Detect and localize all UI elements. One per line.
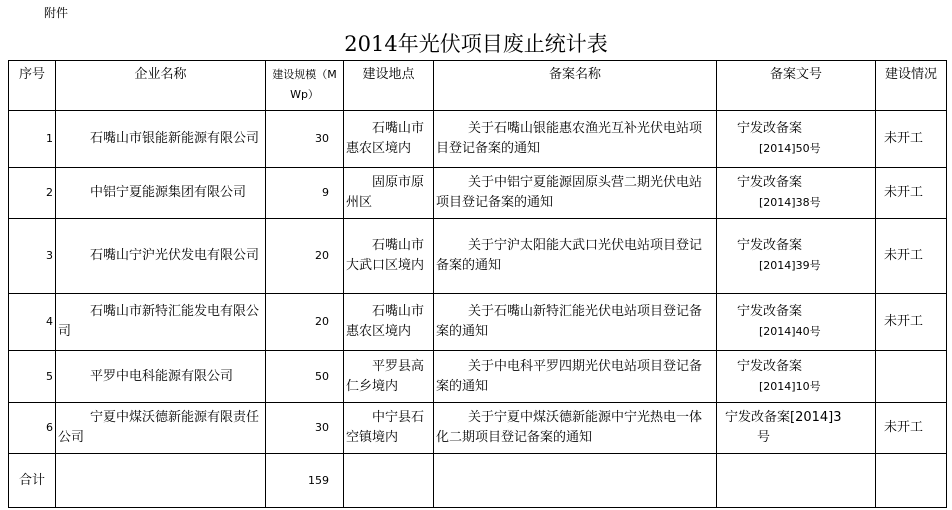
cell-location: 固原市原州区 (344, 168, 434, 219)
table-row (9, 351, 947, 403)
cell-location: 中宁县石空镇境内 (344, 403, 434, 454)
filing-no-line1: 宁发改备案 (737, 175, 803, 190)
table-row (9, 219, 947, 294)
filing-no-line2: [2014]50号 (759, 142, 821, 155)
cell-filing-name: 关于石嘴山银能惠农渔光互补光伏电站项目登记备案的通知 (434, 111, 717, 168)
total-filing-no-empty (717, 454, 876, 508)
cell-status (876, 351, 947, 403)
filing-no-line2: [2014]39号 (759, 259, 821, 272)
cell-status: 未开工 (876, 219, 947, 294)
cell-scale: 30 (266, 403, 344, 454)
cell-scale: 20 (266, 294, 344, 351)
cell-status: 未开工 (876, 111, 947, 168)
cell-no: 5 (9, 351, 56, 403)
cell-filing-name: 关于宁沪太阳能大武口光伏电站项目登记备案的通知 (434, 219, 717, 294)
total-company-empty (56, 454, 266, 508)
total-location-empty (344, 454, 434, 508)
total-status-empty (876, 454, 947, 508)
total-filing-name-empty (434, 454, 717, 508)
header-location: 建设地点 (344, 61, 434, 111)
cell-company: 平罗中电科能源有限公司 (56, 351, 266, 403)
cell-filing-no (717, 403, 876, 454)
cell-scale: 30 (266, 111, 344, 168)
header-filing-no: 备案文号 (717, 61, 876, 111)
filing-no-line1: 宁发改备案 (737, 238, 803, 253)
cell-status: 未开工 (876, 403, 947, 454)
total-row (9, 454, 947, 508)
table-row (9, 111, 947, 168)
header-row (9, 61, 947, 111)
cell-company: 宁夏中煤沃德新能源有限责任公司 (56, 403, 266, 454)
cell-filing-name: 关于中电科平罗四期光伏电站项目登记备案的通知 (434, 351, 717, 403)
table-row (9, 294, 947, 351)
cell-no: 4 (9, 294, 56, 351)
filing-no-line1: 宁发改备案 (737, 304, 803, 319)
cell-status: 未开工 (876, 168, 947, 219)
total-scale: 159 (266, 454, 344, 508)
filing-no-line2: 号 (757, 430, 771, 445)
filing-no-line1: 宁发改备案 (737, 121, 803, 136)
cell-location: 石嘴山市惠农区境内 (344, 294, 434, 351)
page-title: 2014年光伏项目废止统计表 (344, 32, 608, 56)
cell-no: 3 (9, 219, 56, 294)
cell-scale: 50 (266, 351, 344, 403)
total-label: 合计 (9, 454, 56, 508)
cell-company: 石嘴山市银能新能源有限公司 (56, 111, 266, 168)
cell-status: 未开工 (876, 294, 947, 351)
statistics-table (8, 60, 947, 508)
cell-no: 1 (9, 111, 56, 168)
cell-company: 石嘴山宁沪光伏发电有限公司 (56, 219, 266, 294)
cell-no: 6 (9, 403, 56, 454)
cell-location: 平罗县高仁乡境内 (344, 351, 434, 403)
cell-company: 中铝宁夏能源集团有限公司 (56, 168, 266, 219)
filing-no-line1: 宁发改备案 (737, 358, 803, 374)
cell-location: 石嘴山市大武口区境内 (344, 219, 434, 294)
cell-filing-no (717, 168, 876, 219)
filing-no-line1: 宁发改备案[2014]3 (725, 410, 842, 425)
cell-scale: 20 (266, 219, 344, 294)
table-row (9, 403, 947, 454)
filing-no-line2: [2014]40号 (759, 325, 821, 338)
cell-no: 2 (9, 168, 56, 219)
header-no: 序号 (9, 61, 56, 111)
attachment-label: 附件 (44, 6, 69, 20)
table-row (9, 168, 947, 219)
header-filing-name: 备案名称 (434, 61, 717, 111)
header-company: 企业名称 (56, 61, 266, 111)
cell-filing-name: 关于石嘴山新特汇能光伏电站项目登记备案的通知 (434, 294, 717, 351)
cell-company: 石嘴山市新特汇能发电有限公司 (56, 294, 266, 351)
cell-filing-no (717, 219, 876, 294)
cell-location: 石嘴山市惠农区境内 (344, 111, 434, 168)
cell-filing-name: 关于中铝宁夏能源固原头营二期光伏电站项目登记备案的通知 (434, 168, 717, 219)
cell-scale: 9 (266, 168, 344, 219)
cell-filing-no (717, 294, 876, 351)
cell-filing-no (717, 351, 876, 403)
header-status: 建设情况 (876, 61, 947, 111)
header-scale: 建设规模（MWp） (266, 61, 344, 111)
filing-no-line2: [2014]38号 (759, 196, 821, 209)
cell-filing-no (717, 111, 876, 168)
cell-filing-name: 关于宁夏中煤沃德新能源中宁光热电一体化二期项目登记备案的通知 (434, 403, 717, 454)
filing-no-line2: [2014]10号 (759, 379, 821, 393)
